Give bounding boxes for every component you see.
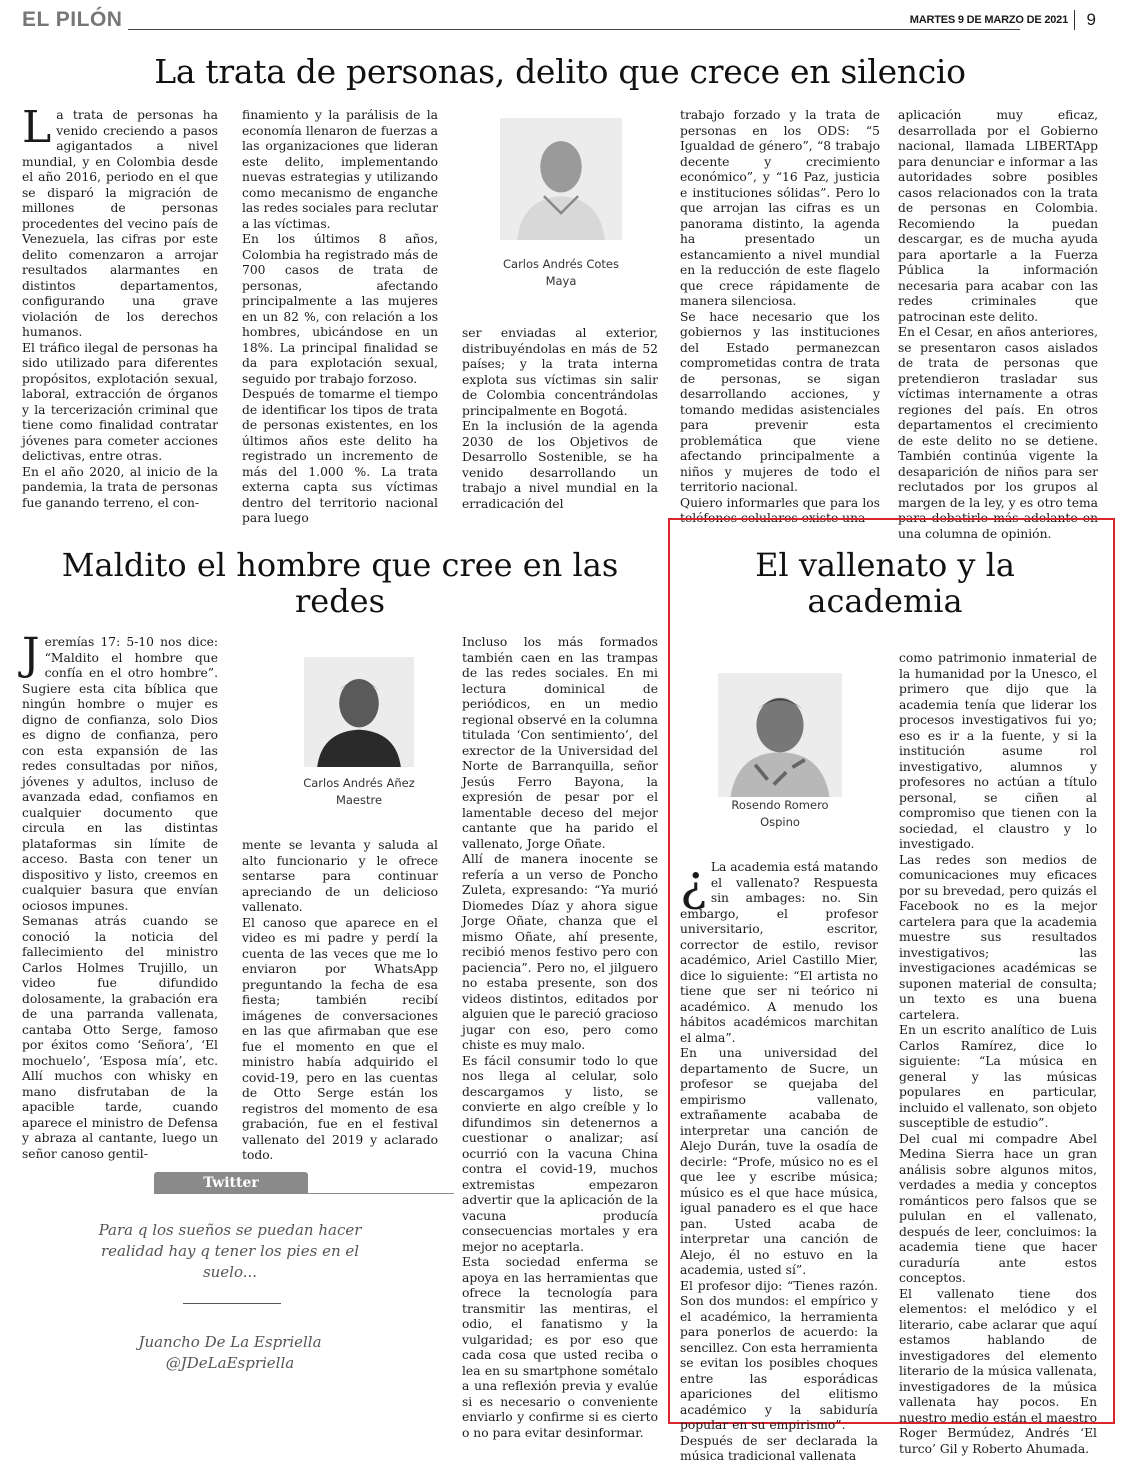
article3-column-2: [899, 651, 1097, 1456]
article2-column-1: [22, 629, 218, 1161]
article2-author-name: Carlos Andrés Añez: [303, 776, 415, 790]
article2-col1-para-2: Semanas atrás cuando se conoció la noticia del fallecimiento del ministro Carlos Holmes Trujillo, un video fue difundido dolosamente, la grabación era de una parranda vallenata, cantaba Otto Serge, famoso por éxitos como ‘Señora’, ‘El mochuelo’, ‘Esposa mía’, etc. Allí muchos con whisky en mano disfrutaban de la apacible tarde, cuando aparece el ministro de Defensa y abraza al cantante, luego un señor canoso gentil-: [22, 914, 218, 1161]
article1-col5-para-2: En el Cesar, en años anteriores, se presentaron casos aislados de trata de personas que pretendieron trasladar sus víctimas internamente a otras regiones del país. En otros departamentos el crecimiento de este delito no se detiene. También continúa vigente la desaparición de niños para ser reclutados por los grupos al margen de la ley, y es otro tema para debatirlo más adelante en una columna de opinión.: [898, 325, 1098, 541]
article2-col1-para-1: Jeremías 17: 5-10 nos dice: “Maldito el hombre que confía en el otro hombre”. Sugiere esta cita bíblica que ningún hombre o mujer es digno de confianza, solo Dios es digno de confianza, pero con esta expansión de las redes consultadas por niños, jóvenes y adultos, incluso de avanzada edad, confiamos en cualquier documento que circula en las distintas plataformas sin límite de acceso. Basta con tener un dispositivo y listo, creemos en cualquier basura que envían ociosos impunes.: [22, 629, 218, 913]
article1-col3-para-1: ser enviadas al exterior, distribuyéndolas en más de 52 países; y la trata interna explota sus víctimas sin salir de Colombia concentrándolas principalmente en Bogotá.: [462, 326, 658, 418]
article3-dropcap: ¿: [680, 854, 707, 912]
article1-column-4: [680, 108, 880, 525]
twitter-separator: [183, 1303, 281, 1304]
author-portrait-icon: [304, 657, 414, 767]
author-photo-romero: [718, 673, 842, 797]
article1-column-5: [898, 108, 1098, 541]
article1-author-surname: Maya: [545, 274, 577, 288]
article3-col2-para-2: Las redes son medios de comunicaciones muy eficaces por su brevedad, pero quizás el Facebook no es la mejor cartelera para que la academia muestre sus resultados investigativos; las investigaciones académicas se suponen material de consulta; un texto es una buena cartelera.: [899, 852, 1097, 1022]
article3-col1-para-4: Después de ser declarada la música tradicional vallenata: [680, 1433, 878, 1463]
article2-col2-para-1: mente se levanta y saluda al alto funcionario y le ofrece sentarse para continuar apreciando de un delicioso vallenato.: [242, 838, 438, 914]
article3-col1-para-2: En una universidad del departamento de Sucre, un profesor se quejaba del empirismo vallenato, extrañamente acababa de interpretar una canción de Alejo Durán, tuve la osadía de decirle: “Profe, músico no es el que lee y escribe música; músico es el que hace música, igual panadero es el que hace pan. Usted acaba de interpretar una canción de Alejo, él no estuvo en la academia, usted sí”.: [680, 1046, 878, 1277]
author-portrait-icon: [718, 673, 842, 797]
author-portrait-icon: [500, 118, 622, 240]
article2-author-caption: [264, 775, 454, 809]
article1-col3-para-2: En la inclusión de la agenda 2030 de los Objetivos de Desarrollo Sostenible, se ha venido desarrollando un trabajo a nivel mundial en la erradicación del: [462, 419, 658, 511]
page-number: 9: [1086, 10, 1096, 29]
header-rule: [128, 29, 1020, 30]
article1-dropcap: L: [22, 102, 52, 153]
article2-col3-para-1: Incluso los más formados también caen en las trampas de las redes sociales. En mi lectura dominical de periódicos, en un medio regional observé en la columna titulada ‘Con sentimiento’, del exrector de la Universidad del Norte de Barranquilla, señor Jesús Ferro Bayona, la expresión de pesar por el lamentable deceso del mejor cantante que ha parido el vallenato, Jorge Oñate.: [462, 635, 658, 851]
article1-col1-para-3: En el año 2020, al inicio de la pandemia, la trata de personas fue ganando terreno, el con-: [22, 464, 218, 510]
article3-column-1: [680, 854, 878, 1463]
twitter-quote: Para q los sueños se puedan hacer realidad hay q tener los pies en el suelo...: [98, 1221, 362, 1281]
article2-column-3: [462, 635, 658, 1440]
article3-author-caption: [698, 797, 862, 831]
article3-col2-para-5: El vallenato tiene dos elementos: el melódico y el literario, cabe aclarar que aquí estamos hablando de investigadores del elemento literario de la música vallenata, investigadores de la música vallenata hay pocos. En nuestro medio están el maestro Roger Bermúdez, Andrés ‘El turco’ Gil y Roberto Ahumada.: [899, 1286, 1097, 1456]
article3-author-surname: Ospino: [760, 815, 800, 829]
article1-col4-para-2: Se hace necesario que los gobiernos y las instituciones del Estado permanezcan comprometidas contra de trata de personas, se sigan desarrollando acciones, y tomando medidas asistenciales para prevenir esta problemática que viene afectando principalmente a niños y mujeres de todo el territorio nacional.: [680, 309, 880, 494]
article1-col2-para-2: En los últimos 8 años, Colombia ha registrado más de 700 casos de trata de personas, afectando principalmente a las mujeres en un 82 %, con relación a los hombres, ubicándose en un 18%. La principal finalidad se da para explotación sexual, seguido por trabajo forzoso.: [242, 232, 438, 386]
author-photo-cotes: [500, 118, 622, 240]
article2-author-surname: Maestre: [335, 793, 383, 807]
article1-col5-para-1: aplicación muy eficaz, desarrollada por el Gobierno nacional, llamada LIBERTApp para denunciar e informar a las autoridades sobre posibles casos relacionados con la trata de personas en Colombia. Recomiendo la puedan descargar, es de mucha ayuda para aportarle a la Fuerza Pública la información necesaria para acabar con las redes criminales que patrocinan este delito.: [898, 108, 1098, 324]
article2-column-2: [242, 838, 438, 1162]
article3-col1-para-3: El profesor dijo: “Tienes razón. Son dos mundos: el empírico y el académico, la herramienta para ponerlos de acuerdo: la sencillez. Con esta herramienta se evitan los posibles choques entre las esporádicas apariciones del elitismo académico y la sabiduría popular en su empirismo”.: [680, 1278, 878, 1432]
twitter-author-block: [110, 1332, 350, 1374]
article1-col4-para-3: Quiero informarles que para los teléfonos celulares existe una: [680, 495, 880, 525]
twitter-tab: Twitter: [154, 1172, 308, 1194]
article1-col4-para-1: trabajo forzado y la trata de personas en los ODS: “5 Igualdad de género”, “8 trabajo decente y crecimiento económico”, y “16 Paz, justicia e instituciones sólidas”. Pero lo que arrojan las cifras es un panorama distinto, la agenda ha presentado un estancamiento a nivel mundial en la reducción de este flagelo que crece rápidamente de manera silenciosa.: [680, 108, 880, 308]
article3-col2-para-4: Del cual mi compadre Abel Medina Sierra hace un gran análisis sobre algunos mitos, verdades a media y conceptos románticos pero falsos que se pululan en el vallenato, después de leer, concluimos: la academia tiene que hacer curaduría ante estos conceptos.: [899, 1131, 1097, 1285]
article1-col1-para-2: El tráfico ilegal de personas ha sido utilizado para diferentes propósitos, explotación sexual, laboral, extracción de órganos y la tercerización criminal que tiene como finalidad contratar jóvenes para cometer acciones delictivas, entre otras.: [22, 340, 218, 463]
newspaper-logo: EL PILÓN: [22, 8, 123, 31]
issue-date: MARTES 9 DE MARZO DE 2021: [909, 14, 1068, 26]
article1-column-1: [22, 102, 218, 510]
article2-col2-para-2: El canoso que aparece en el video es mi padre y perdí la cuenta de las veces que me lo enviaron por WhatsApp preguntando la fecha de esa fiesta; también recibí imágenes de conversaciones en las que afirmaban que ese fue el momento en que el ministro había adquirido el covid-19, pero en las cuentas de Otto Serge están los registros del momento de esa grabación, fue en el festival vallenato del 2019 y aclarado todo.: [242, 915, 438, 1162]
article3-col2-para-3: En un escrito analítico de Luis Carlos Ramírez, dice lo siguiente: “La música en general y las músicas populares en particular, incluido el vallenato, son objeto susceptible de estudio”.: [899, 1023, 1097, 1130]
article1-author-caption: [478, 256, 644, 290]
article1-column-2: [242, 108, 438, 525]
article2-title: Maldito el hombre que cree en las redes: [61, 546, 619, 620]
article3-author-name: Rosendo Romero: [731, 798, 829, 812]
twitter-handle: @JDeLaEspriella: [165, 1354, 295, 1372]
article3-col2-para-1: como patrimonio inmaterial de la humanidad por la Unesco, el primero que dijo que la academia tenía que liderar los procesos investigativos fui yo; eso es ir a la fuente, y si la institución asume rol investigativo, alumnos y profesores no actúan a título personal, se ciñen al compromiso que tienen con la sociedad, el claustro y lo investigado.: [899, 651, 1097, 851]
article2-col3-para-4: Esta sociedad enferma se apoya en las herramientas que ofrece la tecnología para transmitir las mentiras, el odio, el fanatismo y la vulgaridad; es por eso que cada cosa que usted reciba o lea en su smartphone sométalo a una reflexión previa y evalúe si es necesario o conveniente enviarlo y confirme si es cierto o no para evitar desinformar.: [462, 1255, 658, 1440]
twitter-author-name: Juancho De La Espriella: [138, 1333, 322, 1351]
article2-col3-para-2: Allí de manera inocente se refería a un verso de Poncho Zuleta, expresando: “Ya murió Diomedes Díaz y ahora sigue Jorge Oñate, chanza que el mismo Oñate, ahí presente, recibió menos festivo pero con paciencia”. Pero no, el jilguero no estaba presente, son dos videos distintos, editados por alguien que le pareció gracioso jugar con eso, pero como chiste es muy malo.: [462, 852, 658, 1052]
article3-col1-para-1: ¿ La academia está matando el vallenato? Respuesta sin ambages: no. Sin embargo, el profesor universitario, escritor, corrector de estilo, revisor académico, Ariel Castillo Mier, dice lo siguiente: “El artista no tiene que ser ni teórico ni académico. A menudo los hábitos académicos marchitan el alma”.: [680, 854, 878, 1045]
article1-column-3: [462, 326, 658, 511]
article1-col1-para-1: La trata de personas ha venido creciendo a pasos agigantados a nivel mundial, y en Colombia desde el año 2016, periodo en el que se disparó la migración de millones de personas procedentes del vecino país de Venezuela, las cifras por este delito comenzaron a arrojar resultados alarmantes en distintos departamentos, configurando una grave violación de los derechos humanos.: [22, 102, 218, 339]
article2-dropcap: J: [22, 629, 40, 680]
page-number-divider: [1074, 10, 1075, 30]
article3-title: El vallenato y la academia: [755, 546, 1015, 620]
article2-col3-para-3: Es fácil consumir todo lo que nos llega al celular, solo descargamos y listo, se convierte en algo creíble y lo difundimos sin detenernos a cuestionar o analizar; así ocurrió con la vacuna China contra el covid-19, muchos extremistas empezaron advertir que la aplicación de la vacuna producía consecuencias mortales y era mejor no aceptarla.: [462, 1053, 658, 1254]
twitter-rule: [154, 1193, 454, 1194]
article1-col2-para-3: Después de tomarme el tiempo de identificar los tipos de trata de personas existentes, en los últimos años este delito ha registrado un incremento de más del 1.000 %. La trata externa capta sus víctimas dentro del territorio nacional para luego: [242, 387, 438, 525]
article1-title: La trata de personas, delito que crece en silencio: [154, 52, 966, 91]
author-photo-anez: [304, 657, 414, 767]
article1-author-name: Carlos Andrés Cotes: [503, 257, 619, 271]
article1-col2-para-1: finamiento y la parálisis de la economía llenaron de fuerzas a las organizaciones que lideran este delito, implementando nuevas estrategias y utilizando como mecanismo de enganche las redes sociales para reclutar a las víctimas.: [242, 108, 438, 231]
